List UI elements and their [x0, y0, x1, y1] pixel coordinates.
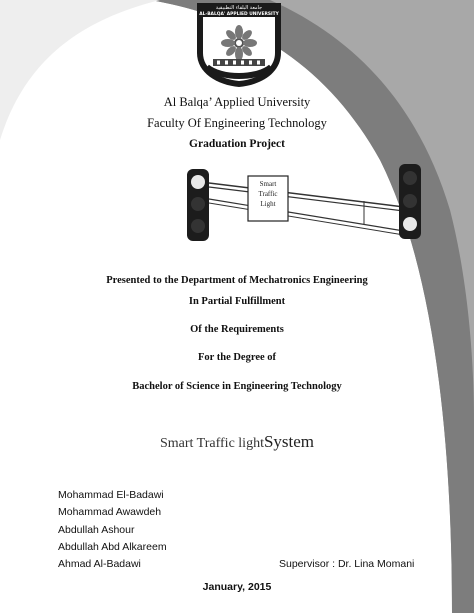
- partial-fulfillment-line: In Partial Fulfillment: [188, 296, 286, 307]
- author-4: Abdullah Abd Alkareem: [58, 541, 167, 553]
- project-type: Graduation Project: [189, 138, 285, 150]
- sign-text-line1: Smart: [259, 180, 277, 188]
- requirements-line: Of the Requirements: [190, 324, 284, 335]
- left-traffic-light-icon: [187, 169, 209, 241]
- right-traffic-light-icon: [399, 164, 421, 239]
- project-title-part2: System: [263, 432, 315, 451]
- degree-line: For the Degree of: [197, 352, 277, 363]
- presented-to-line: Presented to the Department of Mechatronics Engineering: [106, 275, 368, 286]
- bachelor-line: Bachelor of Science in Engineering Technology: [132, 381, 342, 392]
- logo-arabic-text: جامعة البلقاء التطبيقية: [215, 5, 263, 11]
- author-3: Abdullah Ashour: [58, 524, 135, 536]
- author-1: Mohammad El-Badawi: [58, 489, 164, 501]
- sign-text-line3: Light: [260, 200, 276, 208]
- university-name: Al Balqa’ Applied University: [163, 95, 311, 109]
- university-logo: [193, 3, 285, 87]
- project-title-part1: Smart Traffic light: [159, 436, 264, 451]
- project-title: [0, 432, 474, 452]
- author-2: Mohammad Awawdeh: [58, 506, 162, 518]
- date: January, 2015: [202, 581, 272, 593]
- faculty-name: Faculty Of Engineering Technology: [147, 116, 327, 130]
- traffic-light-illustration: [184, 163, 424, 243]
- sign-text-line2: Traffic: [258, 190, 278, 198]
- author-5: Ahmad Al-Badawi: [58, 558, 141, 570]
- supervisor: Supervisor : Dr. Lina Momani: [279, 558, 415, 570]
- logo-english-text: AL-BALQA' APPLIED UNIVERSITY: [199, 12, 279, 17]
